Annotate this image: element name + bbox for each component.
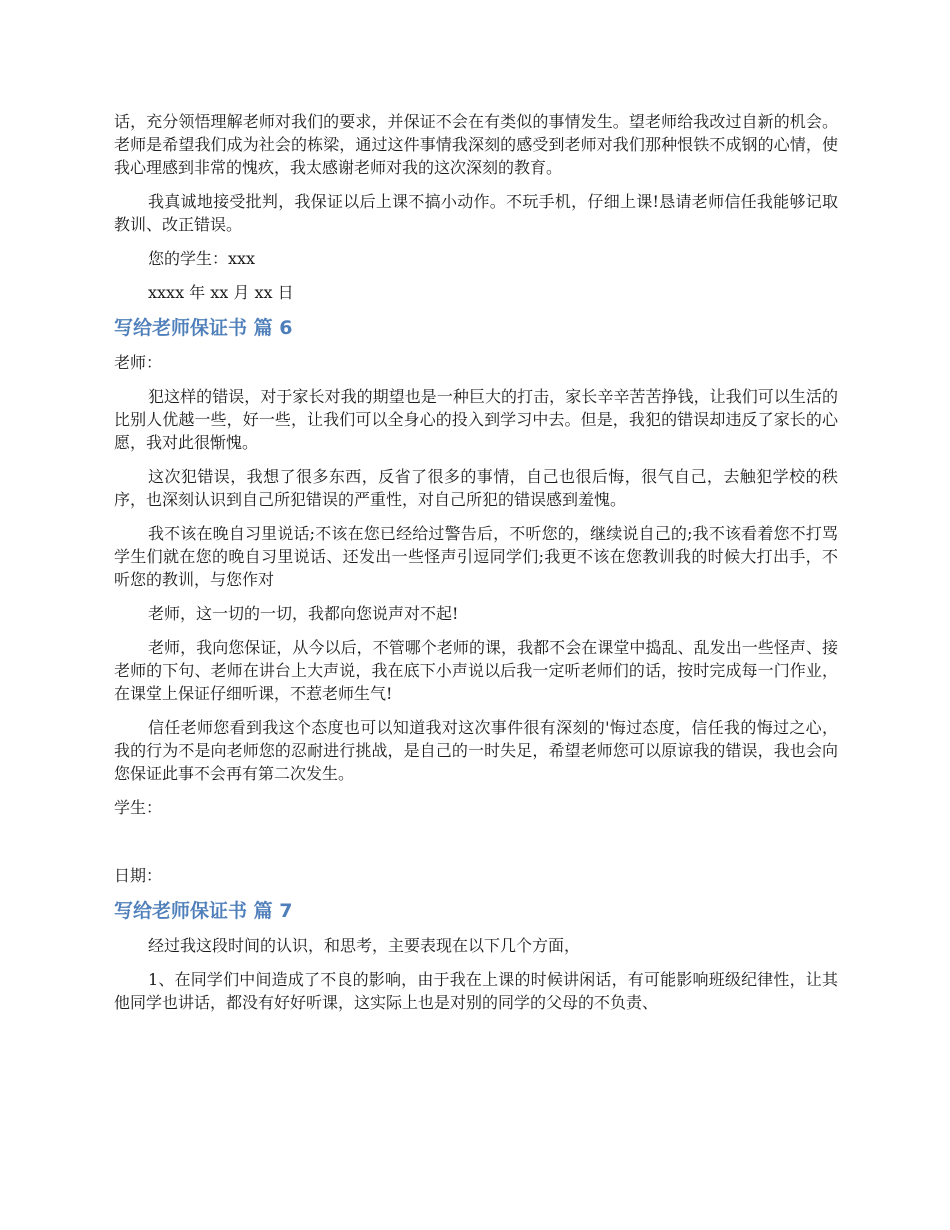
body-paragraph: 犯这样的错误，对于家长对我的期望也是一种巨大的打击，家长辛辛苦苦挣钱，让我们可以生活的比别人优越一些，好一些，让我们可以全身心的投入到学习中去。但是，我犯的错误却违反了家长的心愿，我对此很惭愧。: [114, 387, 838, 452]
document-page: [114, 110, 838, 1025]
section-heading-7: 写给老师保证书 篇 7: [114, 900, 293, 922]
body-paragraph: 我真诚地接受批判，我保证以后上课不搞小动作。不玩手机，仔细上课!恳请老师信任我能够记取教训、改正错误。: [114, 192, 838, 234]
body-paragraph: 经过我这段时间的认识，和思考，主要表现在以下几个方面，: [148, 936, 581, 955]
body-paragraph: 信任老师您看到我这个态度也可以知道我对这次事件很有深刻的'悔过态度，信任我的悔过之心，我的行为不是向老师您的忍耐进行挑战，是自己的一时失足，希望老师您可以原谅我的错误，我也会向您保证此事不会再有第二次发生。: [114, 718, 838, 783]
body-paragraph: 老师，我向您保证，从今以后，不管哪个老师的课，我都不会在课堂中捣乱、乱发出一些怪声、接老师的下句、老师在讲台上大声说，我在底下小声说以后我一定听老师们的话，按时完成每一门作业，在课堂上保证仔细听课，不惹老师生气!: [114, 638, 838, 703]
body-paragraph: 这次犯错误，我想了很多东西，反省了很多的事情，自己也很后悔，很气自己，去触犯学校的秩序，也深刻认识到自己所犯错误的严重性，对自己所犯的错误感到羞愧。: [114, 467, 838, 509]
signature-date: xxxx 年 xx 月 xx 日: [148, 283, 294, 302]
salutation: 老师：: [114, 353, 163, 372]
blank-line: [114, 830, 838, 864]
section-heading-6: 写给老师保证书 篇 6: [114, 317, 293, 339]
body-paragraph: 老师，这一切的一切，我都向您说声对不起!: [148, 604, 459, 623]
body-paragraph: 我不该在晚自习里说话;不该在您已经给过警告后，不听您的，继续说自己的;我不该看着您不打骂学生们就在您的晚自习里说话、还发出一些怪声引逗同学们;我更不该在您教训我的时候大打出手，不听您的教训，与您作对: [114, 524, 838, 589]
body-paragraph: 话，充分领悟理解老师对我们的要求，并保证不会在有类似的事情发生。望老师给我改过自新的机会。老师是希望我们成为社会的栋梁，通过这件事情我深刻的感受到老师对我们那种恨铁不成钢的心情，使我心理感到非常的愧疚，我太感谢老师对我的这次深刻的教育。: [114, 112, 838, 177]
body-paragraph: 1、在同学们中间造成了不良的影响，由于我在上课的时候讲闲话，有可能影响班级纪律性，让其他同学也讲话，都没有好好听课，这实际上也是对别的同学的父母的不负责、: [114, 970, 838, 1012]
signature-student: 您的学生：xxx: [148, 249, 256, 268]
signature-date-label: 日期：: [114, 866, 163, 885]
signature-student-label: 学生：: [114, 798, 163, 817]
